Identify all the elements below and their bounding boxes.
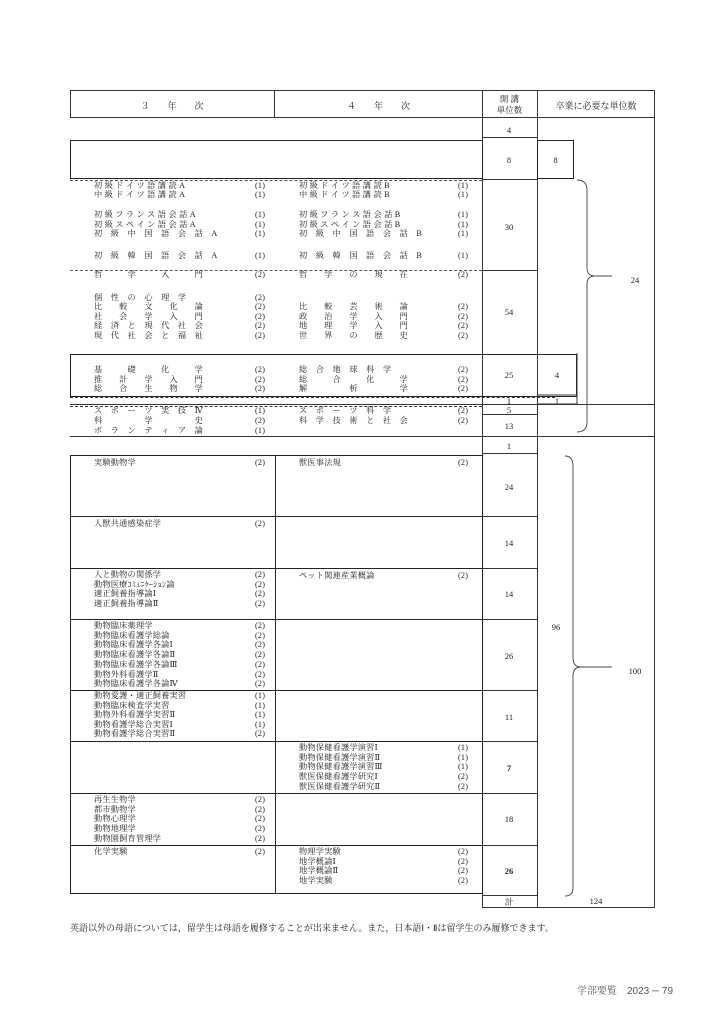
course-units: (2) (255, 312, 266, 321)
units-value: 7 (506, 763, 512, 773)
course-units: (2) (458, 847, 469, 856)
course-units: (2) (458, 416, 469, 425)
row-rule (482, 741, 537, 742)
course-units: (1) (255, 229, 266, 238)
course-name: 初 級 中 国 語 会 話 A (94, 229, 218, 238)
course-name: 動物保健看護学演習Ⅰ (299, 743, 378, 752)
course-name: ス ポ ー ツ 実 技 Ⅳ (94, 406, 204, 415)
units-value: 25 (504, 370, 514, 380)
course-units: (1) (255, 210, 266, 219)
course-name: 初 級 韓 国 語 会 話 A (94, 251, 218, 260)
row-rule (482, 690, 537, 691)
course-units: (2) (458, 302, 469, 311)
total-label: 計 (504, 897, 514, 907)
course-name: 動物臨床看護学各論Ⅰ (94, 640, 173, 650)
course-units: (1) (458, 181, 469, 190)
cell-e-right (275, 690, 483, 742)
course-units: (2) (255, 814, 266, 824)
units-value: 5 (506, 405, 512, 415)
course-units: (2) (458, 312, 469, 321)
units-value: 4 (506, 125, 512, 135)
course-name: 獣医保健看護学研究Ⅱ (299, 781, 381, 791)
course-name: 実験動物学 (94, 458, 136, 467)
course-name: 初 級 ド イ ツ 語 講 読 B (299, 181, 390, 190)
course-units: (2) (255, 650, 266, 660)
course-name: 人獣共通感染症学 (94, 519, 162, 528)
course-units: (2) (458, 270, 469, 279)
course-units: (1) (255, 691, 266, 700)
course-name: 動物医療ｺﾐｭﾆｹｰｼｮﾝ論 (94, 579, 175, 589)
course-name: 化学実験 (94, 847, 128, 856)
course-units: (2) (458, 458, 469, 467)
course-units: (1) (255, 406, 266, 415)
total-value: 124 (589, 896, 603, 906)
course-name: 動物臨床検査学実習 (94, 700, 170, 710)
course-name: 獣医事法規 (299, 458, 341, 467)
course-units: (1) (458, 762, 469, 772)
course-name: 初 級 フ ラ ン ス 語 会 話 B (299, 210, 401, 219)
course-units: (1) (458, 190, 469, 199)
grad-value: 8 (553, 155, 558, 165)
grad-value: 4 (554, 370, 560, 380)
course-name: 動物愛護・適正飼養実習 (94, 691, 187, 700)
course-name: ボ ラ ン テ ィ ア 論 (94, 426, 204, 435)
course-name: 動物臨床看護学各論Ⅲ (94, 659, 178, 669)
course-name: 動物地理学 (94, 824, 136, 834)
course-name: 動物園飼育管理学 (94, 833, 162, 843)
course-name: 政 治 学 入 門 (299, 312, 409, 321)
header-year3: ３ 年 次 (140, 101, 204, 111)
course-name: ス ポ ー ツ 科 学 (299, 406, 392, 415)
course-units: (1) (255, 710, 266, 719)
course-name: 地 理 学 入 門 (299, 321, 409, 330)
course-units: (1) (458, 220, 469, 229)
units-value: 54 (504, 307, 514, 317)
course-units: (2) (255, 847, 266, 856)
units-value: 1 (506, 441, 512, 451)
course-units: (2) (255, 621, 266, 630)
units-value: 24 (504, 482, 514, 492)
course-name: 動物外科看護学実習Ⅱ (94, 710, 176, 719)
course-units: (1) (255, 251, 266, 260)
course-units: (2) (458, 384, 469, 393)
course-units: (2) (458, 856, 469, 866)
course-units: (1) (255, 700, 266, 710)
course-units: (2) (458, 375, 469, 384)
units-value: 18 (504, 814, 514, 824)
course-name: 動物保健看護学演習Ⅱ (299, 752, 381, 762)
course-units: (1) (458, 210, 469, 219)
course-name: 社 会 学 入 門 (94, 312, 204, 321)
course-units: (2) (255, 331, 266, 340)
course-name: 個 性 の 心 理 学 (94, 293, 187, 302)
units-value: 8 (506, 155, 512, 165)
header-grad-units: 卒業に必要な単位数 (555, 101, 637, 111)
course-units: (1) (458, 229, 469, 238)
course-name: 再生生物学 (94, 795, 136, 804)
row-rule (482, 270, 537, 271)
course-name: 適正飼養指導論Ⅱ (94, 598, 159, 608)
course-units: (2) (255, 416, 266, 425)
course-units: (2) (255, 598, 266, 608)
course-name: 物理学実験 (299, 847, 341, 856)
course-units: (2) (255, 384, 266, 393)
page-number: 学部要覧 2023 ─ 79 (577, 986, 674, 997)
course-units: (2) (255, 321, 266, 330)
course-name: 比 較 文 化 論 (94, 302, 204, 311)
course-units: (1) (458, 251, 469, 260)
cell-b-right (275, 516, 483, 569)
course-name: 現 代 社 会 と 福 祉 (94, 331, 204, 340)
course-name: 初 級 ド イ ツ 語 講 読 A (94, 181, 186, 190)
course-name: 適正飼養指導論Ⅰ (94, 589, 157, 598)
course-name: 初 級 韓 国 語 会 話 B (299, 251, 423, 260)
units-value: 26 (504, 651, 514, 661)
course-units: (2) (458, 365, 469, 374)
course-name: 世 界 の 歴 史 (299, 331, 409, 340)
course-name: 動物臨床看護学各論Ⅳ (94, 679, 178, 689)
header-units-offered: 開 講 単位数 (496, 94, 523, 115)
grad-braces (537, 118, 655, 908)
units-value: 14 (504, 589, 514, 599)
course-units: (2) (255, 833, 266, 843)
course-name: 地学概論Ⅱ (299, 866, 339, 876)
course-units: (1) (255, 426, 266, 435)
units-value: 14 (504, 538, 514, 548)
course-units: (2) (255, 458, 266, 467)
course-name: 動物臨床看護学各論Ⅱ (94, 650, 176, 660)
course-units: (2) (458, 331, 469, 340)
course-name: 推 計 学 入 門 (94, 375, 204, 384)
header-year4: ４ 年 次 (346, 101, 410, 111)
course-name: 初 級 中 国 語 会 話 B (299, 229, 423, 238)
units-value: 30 (504, 222, 514, 232)
course-name: 都市動物学 (94, 804, 136, 814)
course-name: 解 析 学 (299, 384, 409, 393)
units-value: 11 (504, 712, 514, 722)
row-rule (482, 568, 537, 569)
grad-value: 96 (551, 622, 561, 632)
course-units: (2) (255, 795, 266, 804)
course-units: (2) (458, 866, 469, 876)
course-units: (1) (458, 752, 469, 762)
course-name: ペット関連産業概論 (299, 571, 375, 580)
course-units: (2) (255, 302, 266, 311)
course-units: (1) (255, 220, 266, 229)
course-name: 基 礎 化 学 (94, 365, 204, 374)
course-units: (2) (458, 571, 469, 580)
course-name: 中 級 ド イ ツ 語 講 読 B (299, 190, 390, 199)
course-name: 人と動物の関係学 (94, 570, 162, 579)
units-value: 26 (504, 866, 514, 876)
course-units: (2) (255, 804, 266, 814)
course-units: (2) (255, 729, 266, 738)
course-units: (1) (458, 743, 469, 752)
course-units: (2) (458, 772, 469, 782)
course-units: (1) (255, 190, 266, 199)
course-units: (2) (255, 589, 266, 598)
row-rule (482, 845, 537, 846)
course-units: (2) (255, 640, 266, 650)
cell-g-right (275, 793, 483, 846)
table-border-top (70, 90, 655, 91)
course-units: (2) (255, 293, 266, 302)
course-units: (2) (458, 875, 469, 885)
course-name: 動物看護学総合実習Ⅱ (94, 729, 176, 738)
course-units: (2) (255, 365, 266, 374)
course-units: (2) (255, 669, 266, 679)
course-name: 地学実験 (299, 875, 333, 885)
course-name: 比 較 芸 術 論 (299, 302, 409, 311)
course-name: 科 学 史 (94, 416, 204, 425)
course-name: 哲 学 入 門 (94, 270, 204, 279)
course-name: 動物心理学 (94, 814, 136, 824)
course-name: 動物看護学総合実習Ⅰ (94, 719, 173, 729)
course-units: (2) (255, 270, 266, 279)
course-name: 哲 学 の 現 在 (299, 270, 409, 279)
course-units: (2) (255, 630, 266, 640)
course-name: 動物保健看護学演習Ⅲ (299, 762, 383, 772)
course-units: (2) (255, 579, 266, 589)
cell-f-left (70, 741, 276, 794)
course-name: 地学概論Ⅰ (299, 856, 336, 866)
units-value: 13 (504, 421, 514, 431)
grad-value: 100 (628, 666, 642, 676)
course-units: (2) (255, 375, 266, 384)
grad-value: 1 (554, 396, 560, 406)
row-rule (482, 516, 537, 517)
course-name: 総 合 化 学 (299, 375, 409, 384)
course-name: 動物臨床看護学総論 (94, 630, 170, 640)
course-name: 総 合 生 物 学 (94, 384, 204, 393)
course-name: 経 済 と 現 代 社 会 (94, 321, 204, 330)
course-units: (2) (255, 570, 266, 579)
course-units: (1) (255, 181, 266, 190)
course-units: (2) (255, 519, 266, 528)
course-units: (2) (255, 824, 266, 834)
course-name: 獣医保健看護学研究Ⅰ (299, 772, 378, 782)
course-name: 総 合 地 球 科 学 (299, 365, 392, 374)
course-name: 科 学 技 術 と 社 会 (299, 416, 409, 425)
course-units: (1) (255, 719, 266, 729)
course-units: (2) (255, 679, 266, 689)
row-rule (482, 619, 537, 620)
course-name: 初 級 フ ラ ン ス 語 会 話 A (94, 210, 196, 219)
row-rule (482, 179, 537, 180)
row-rule (482, 793, 537, 794)
course-units: (2) (458, 781, 469, 791)
row-rule (482, 137, 537, 138)
course-name: 初 級 ス ペ イ ン 語 会 話 A (94, 220, 196, 229)
course-name: 動物臨床薬理学 (94, 621, 153, 630)
row-rule (482, 453, 537, 454)
course-name: 初 級 ス ペ イ ン 語 会 話 B (299, 220, 401, 229)
course-units: (2) (255, 659, 266, 669)
course-name: 動物外科看護学Ⅱ (94, 669, 159, 679)
footnote: 英語以外の母語については，留学生は母語を履修することが出来ません。また，日本語Ⅰ・Ⅱは留学生のみ履修できます。 (70, 923, 554, 933)
units-value: 1 (506, 396, 512, 406)
course-name: 中 級 ド イ ツ 語 講 読 A (94, 190, 186, 199)
course-units: (2) (458, 321, 469, 330)
course-units: (2) (458, 406, 469, 415)
cell-d-right (275, 619, 483, 691)
box-english (70, 140, 483, 179)
grad-value: 24 (630, 275, 640, 285)
